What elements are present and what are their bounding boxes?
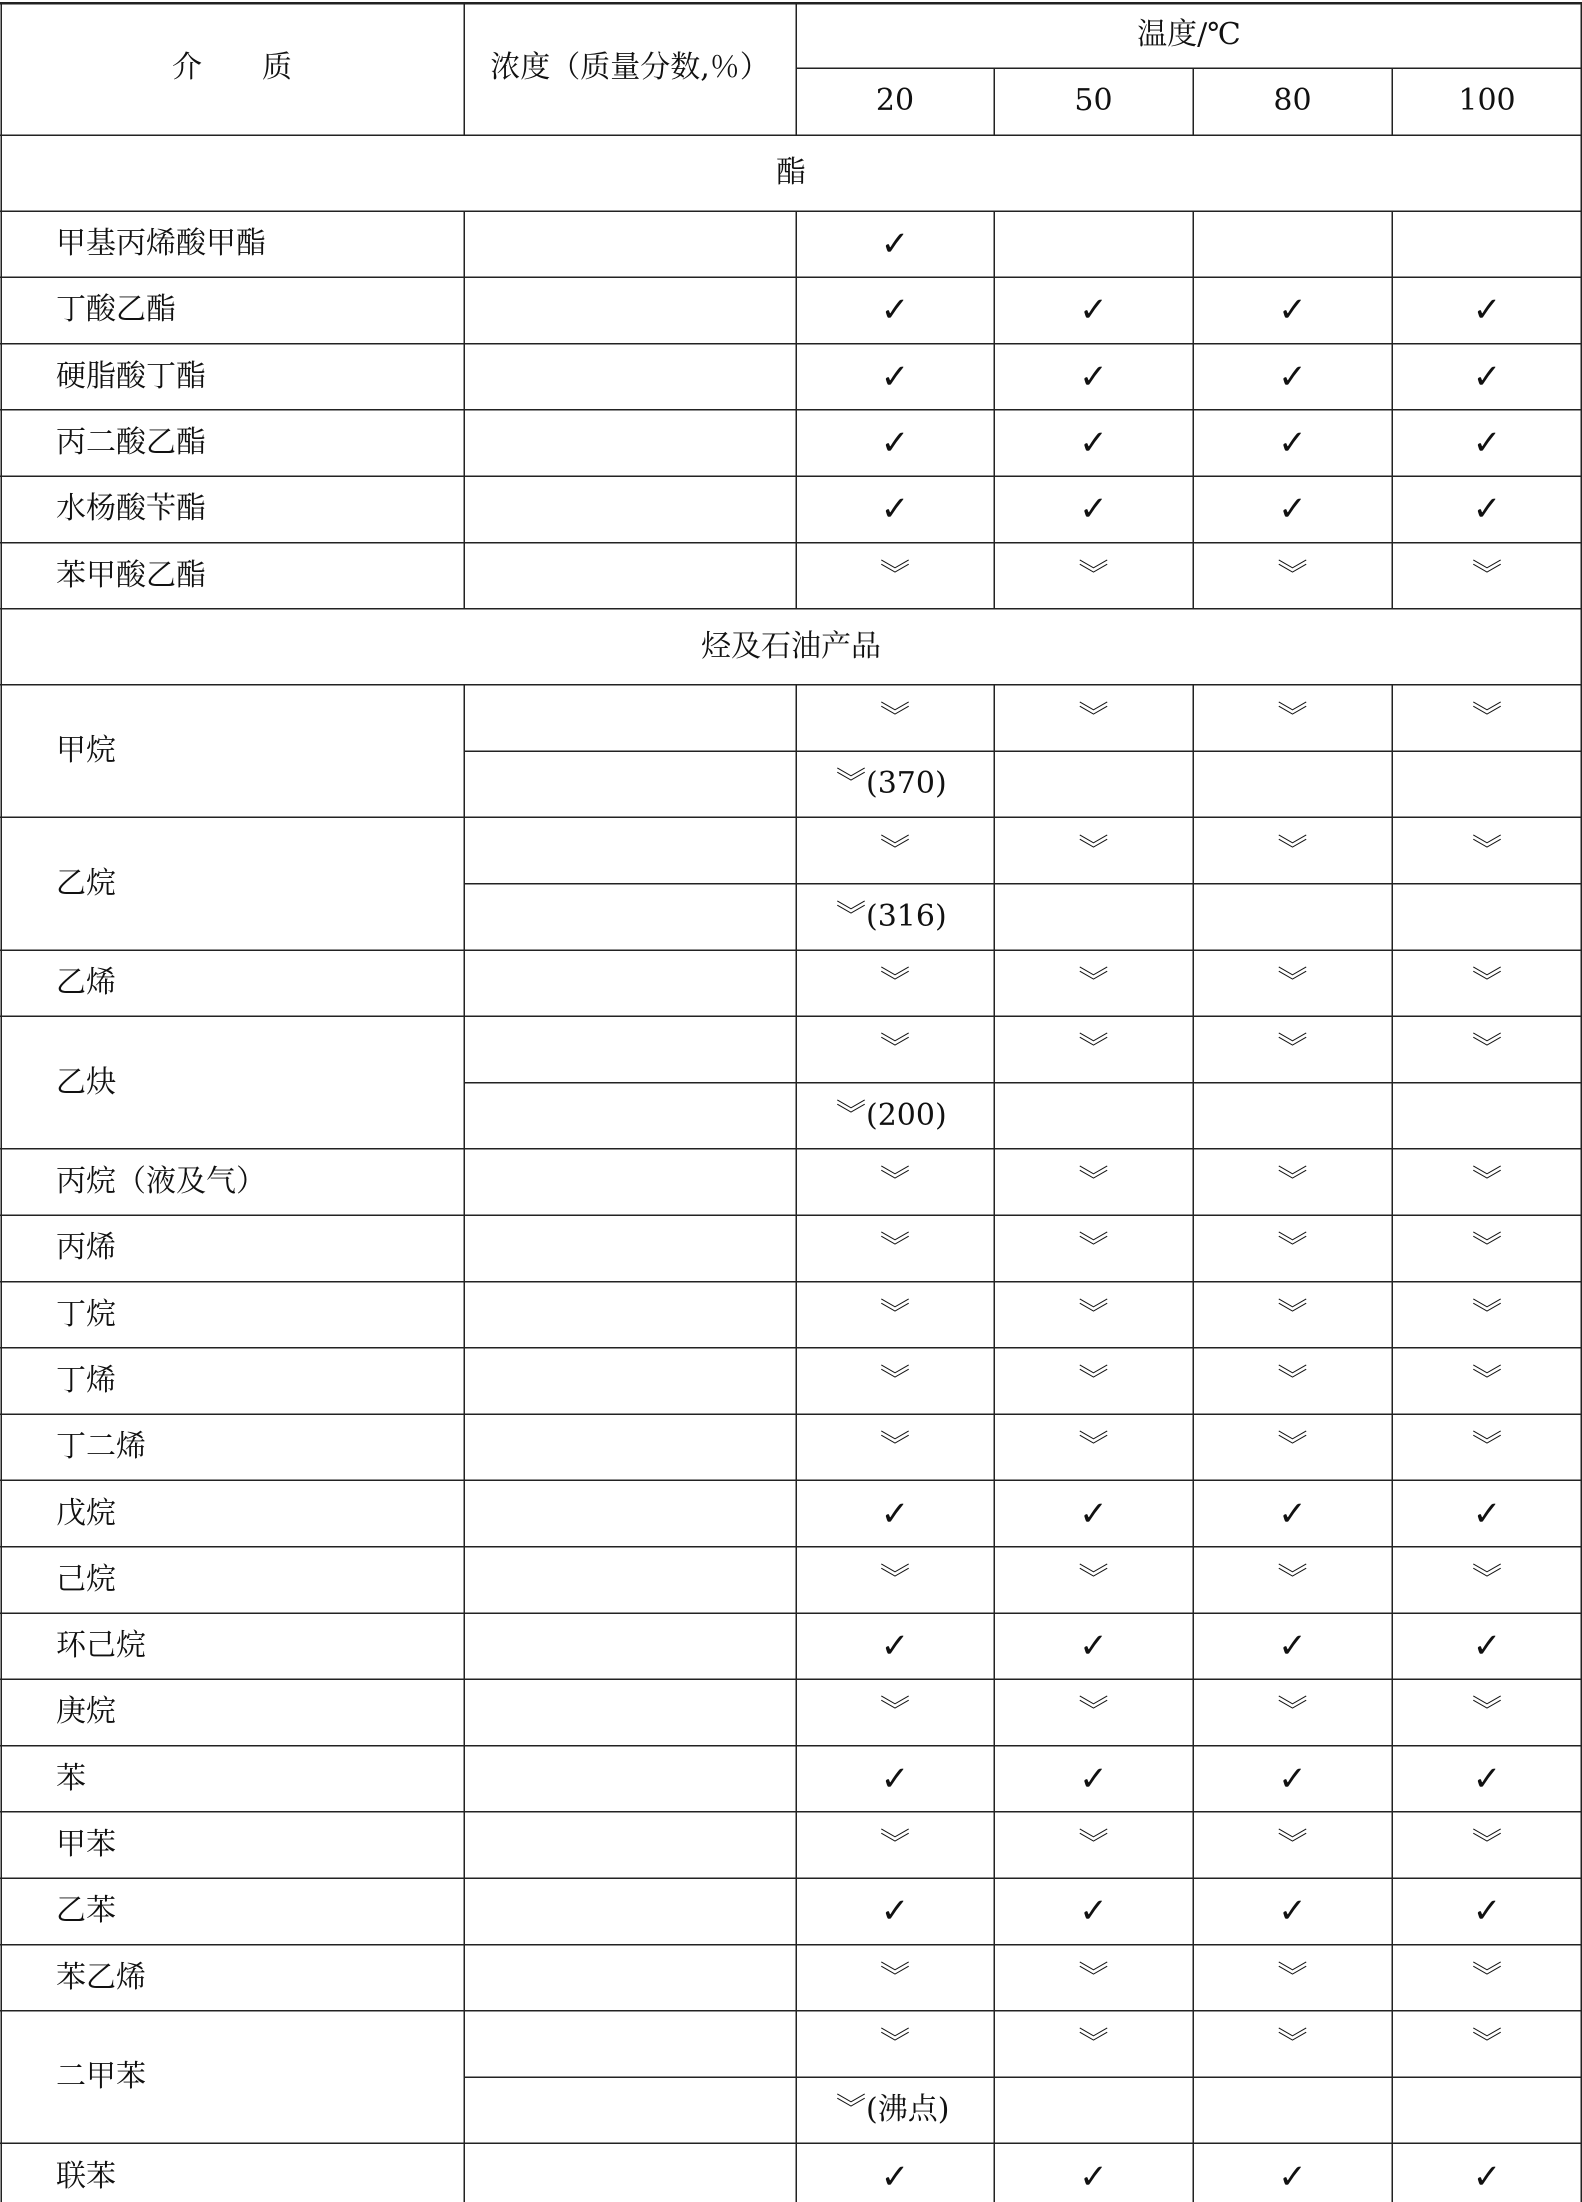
row-6-mark-0: ︾ bbox=[880, 557, 910, 593]
medium-name: 庚烷 bbox=[56, 1694, 116, 1730]
medium-name: 苯乙烯 bbox=[56, 1959, 146, 1995]
row-17-mark-0: ✓ bbox=[880, 1493, 910, 1534]
row-12-mark-3: ︾ bbox=[1472, 1164, 1502, 1200]
row-18-mark-2: ︾ bbox=[1277, 1561, 1308, 1597]
section-heading: 烃及石油产品 bbox=[701, 628, 881, 664]
row-17-mark-3: ✓ bbox=[1472, 1493, 1502, 1534]
row-6-mark-1: ︾ bbox=[1078, 557, 1109, 593]
row-17-mark-1: ✓ bbox=[1079, 1493, 1108, 1534]
row-4-mark-1: ✓ bbox=[1079, 423, 1108, 464]
row-21-mark-3: ✓ bbox=[1472, 1758, 1502, 1799]
row-5-mark-3: ✓ bbox=[1472, 489, 1502, 530]
row-22-mark-3: ︾ bbox=[1472, 1827, 1502, 1863]
row-20-mark-3: ︾ bbox=[1472, 1694, 1502, 1730]
row-8b-mark-0: ︾(370) bbox=[836, 766, 947, 802]
row-9b-mark-0: ︾(316) bbox=[836, 898, 947, 934]
header-temperature: 温度/℃ bbox=[1137, 17, 1241, 52]
row-2-mark-2: ✓ bbox=[1278, 290, 1307, 331]
medium-name: 甲苯 bbox=[56, 1827, 116, 1863]
row-22-mark-1: ︾ bbox=[1078, 1827, 1109, 1863]
row-2-mark-0: ✓ bbox=[880, 290, 910, 331]
medium-name: 丙烷（液及气） bbox=[56, 1164, 266, 1200]
medium-name: 硬脂酸丁酯 bbox=[56, 358, 206, 394]
row-2-mark-1: ✓ bbox=[1079, 290, 1108, 331]
medium-name: 丁二烯 bbox=[56, 1429, 146, 1465]
row-6-mark-2: ︾ bbox=[1277, 557, 1308, 593]
row-9a-mark-1: ︾ bbox=[1078, 832, 1109, 868]
row-5-mark-1: ✓ bbox=[1079, 489, 1108, 530]
row-3-mark-3: ✓ bbox=[1472, 356, 1502, 397]
row-16-mark-0: ︾ bbox=[880, 1429, 910, 1465]
row-20-mark-1: ︾ bbox=[1078, 1694, 1109, 1730]
medium-name: 戊烷 bbox=[56, 1495, 116, 1531]
medium-name: 丁烯 bbox=[56, 1362, 116, 1398]
row-19-mark-2: ✓ bbox=[1278, 1626, 1307, 1667]
medium-name: 乙苯 bbox=[56, 1893, 116, 1929]
row-25a-mark-1: ︾ bbox=[1078, 2025, 1109, 2061]
row-10-mark-3: ︾ bbox=[1472, 965, 1502, 1001]
row-14-mark-0: ︾ bbox=[880, 1296, 910, 1332]
row-4-mark-0: ✓ bbox=[880, 423, 910, 464]
row-24-mark-2: ︾ bbox=[1277, 1959, 1308, 1995]
row-9a-mark-2: ︾ bbox=[1277, 832, 1308, 868]
row-20-mark-2: ︾ bbox=[1277, 1694, 1308, 1730]
medium-name: 乙烯 bbox=[56, 965, 116, 1001]
row-13-mark-3: ︾ bbox=[1472, 1230, 1502, 1266]
row-13-mark-2: ︾ bbox=[1277, 1230, 1308, 1266]
row-8a-mark-0: ︾ bbox=[880, 699, 910, 735]
header-concentration: 浓度（质量分数,％） bbox=[490, 50, 770, 85]
row-15-mark-1: ︾ bbox=[1078, 1362, 1109, 1398]
medium-name: 丙二酸乙酯 bbox=[56, 425, 206, 461]
row-17-mark-2: ✓ bbox=[1278, 1493, 1307, 1534]
medium-name: 苯甲酸乙酯 bbox=[56, 557, 206, 593]
row-10-mark-1: ︾ bbox=[1078, 965, 1109, 1001]
row-13-mark-1: ︾ bbox=[1078, 1230, 1109, 1266]
row-21-mark-0: ✓ bbox=[880, 1758, 910, 1799]
header-temp-20: 20 bbox=[875, 83, 915, 118]
row-21-mark-1: ✓ bbox=[1079, 1758, 1108, 1799]
medium-name: 苯 bbox=[56, 1760, 86, 1796]
row-14-mark-1: ︾ bbox=[1078, 1296, 1109, 1332]
row-16-mark-3: ︾ bbox=[1472, 1429, 1502, 1465]
row-14-mark-2: ︾ bbox=[1277, 1296, 1308, 1332]
row-4-mark-3: ✓ bbox=[1472, 423, 1502, 464]
header-temp-50: 50 bbox=[1074, 83, 1113, 118]
row-24-mark-0: ︾ bbox=[880, 1959, 910, 1995]
row-12-mark-0: ︾ bbox=[880, 1164, 910, 1200]
row-3-mark-2: ✓ bbox=[1278, 356, 1307, 397]
header-temp-80: 80 bbox=[1273, 83, 1312, 118]
row-26-mark-3: ✓ bbox=[1472, 2156, 1502, 2197]
medium-name: 甲基丙烯酸甲酯 bbox=[56, 226, 266, 262]
row-11a-mark-3: ︾ bbox=[1472, 1031, 1502, 1067]
row-4-mark-2: ✓ bbox=[1278, 423, 1307, 464]
section-heading: 酯 bbox=[776, 155, 806, 190]
row-18-mark-1: ︾ bbox=[1078, 1561, 1109, 1597]
medium-name: 甲烷 bbox=[56, 733, 116, 769]
row-16-mark-2: ︾ bbox=[1277, 1429, 1308, 1465]
row-11a-mark-2: ︾ bbox=[1277, 1031, 1308, 1067]
row-2-mark-3: ✓ bbox=[1472, 290, 1502, 331]
row-3-mark-0: ✓ bbox=[880, 356, 910, 397]
row-12-mark-2: ︾ bbox=[1277, 1164, 1308, 1200]
row-18-mark-3: ︾ bbox=[1472, 1561, 1502, 1597]
header-temp-100: 100 bbox=[1458, 83, 1516, 118]
medium-name: 水杨酸苄酯 bbox=[56, 491, 206, 527]
row-10-mark-2: ︾ bbox=[1277, 965, 1308, 1001]
row-11a-mark-0: ︾ bbox=[880, 1031, 910, 1067]
row-5-mark-0: ✓ bbox=[880, 489, 910, 530]
row-6-mark-3: ︾ bbox=[1472, 557, 1502, 593]
row-11a-mark-1: ︾ bbox=[1078, 1031, 1109, 1067]
row-9a-mark-0: ︾ bbox=[880, 832, 910, 868]
row-25b-mark-0: ︾(沸点) bbox=[836, 2092, 950, 2128]
row-13-mark-0: ︾ bbox=[880, 1230, 910, 1266]
row-15-mark-3: ︾ bbox=[1472, 1362, 1502, 1398]
row-22-mark-2: ︾ bbox=[1277, 1827, 1308, 1863]
header-medium: 介 质 bbox=[172, 50, 292, 85]
medium-name: 丁烷 bbox=[56, 1296, 116, 1332]
medium-name: 环己烷 bbox=[56, 1628, 146, 1664]
medium-name: 联苯 bbox=[56, 2158, 116, 2194]
row-8a-mark-1: ︾ bbox=[1078, 699, 1109, 735]
row-1-mark-0: ✓ bbox=[880, 224, 910, 265]
row-12-mark-1: ︾ bbox=[1078, 1164, 1109, 1200]
row-25a-mark-2: ︾ bbox=[1277, 2025, 1308, 2061]
row-15-mark-0: ︾ bbox=[880, 1362, 910, 1398]
row-26-mark-0: ✓ bbox=[880, 2156, 910, 2197]
row-23-mark-1: ✓ bbox=[1079, 1891, 1108, 1932]
medium-name: 二甲苯 bbox=[56, 2059, 146, 2095]
row-5-mark-2: ✓ bbox=[1278, 489, 1307, 530]
row-19-mark-1: ✓ bbox=[1079, 1626, 1108, 1667]
row-18-mark-0: ︾ bbox=[880, 1561, 910, 1597]
row-25a-mark-0: ︾ bbox=[880, 2025, 910, 2061]
row-19-mark-3: ✓ bbox=[1472, 1626, 1502, 1667]
row-15-mark-2: ︾ bbox=[1277, 1362, 1308, 1398]
row-22-mark-0: ︾ bbox=[880, 1827, 910, 1863]
medium-name: 乙炔 bbox=[56, 1064, 116, 1100]
medium-name: 乙烷 bbox=[56, 865, 116, 901]
row-23-mark-3: ✓ bbox=[1472, 1891, 1502, 1932]
row-26-mark-2: ✓ bbox=[1278, 2156, 1307, 2197]
medium-name: 己烷 bbox=[56, 1561, 116, 1597]
row-24-mark-3: ︾ bbox=[1472, 1959, 1502, 1995]
row-24-mark-1: ︾ bbox=[1078, 1959, 1109, 1995]
row-10-mark-0: ︾ bbox=[880, 965, 910, 1001]
row-14-mark-3: ︾ bbox=[1472, 1296, 1502, 1332]
row-26-mark-1: ✓ bbox=[1079, 2156, 1108, 2197]
row-3-mark-1: ✓ bbox=[1079, 356, 1108, 397]
row-8a-mark-3: ︾ bbox=[1472, 699, 1502, 735]
medium-name: 丁酸乙酯 bbox=[56, 292, 176, 328]
row-19-mark-0: ✓ bbox=[880, 1626, 910, 1667]
row-11b-mark-0: ︾(200) bbox=[836, 1097, 947, 1133]
row-20-mark-0: ︾ bbox=[880, 1694, 910, 1730]
row-25a-mark-3: ︾ bbox=[1472, 2025, 1502, 2061]
row-21-mark-2: ✓ bbox=[1278, 1758, 1307, 1799]
row-9a-mark-3: ︾ bbox=[1472, 832, 1502, 868]
row-16-mark-1: ︾ bbox=[1078, 1429, 1109, 1465]
row-8a-mark-2: ︾ bbox=[1277, 699, 1308, 735]
row-23-mark-0: ✓ bbox=[880, 1891, 910, 1932]
row-23-mark-2: ✓ bbox=[1278, 1891, 1307, 1932]
medium-name: 丙烯 bbox=[56, 1230, 116, 1266]
